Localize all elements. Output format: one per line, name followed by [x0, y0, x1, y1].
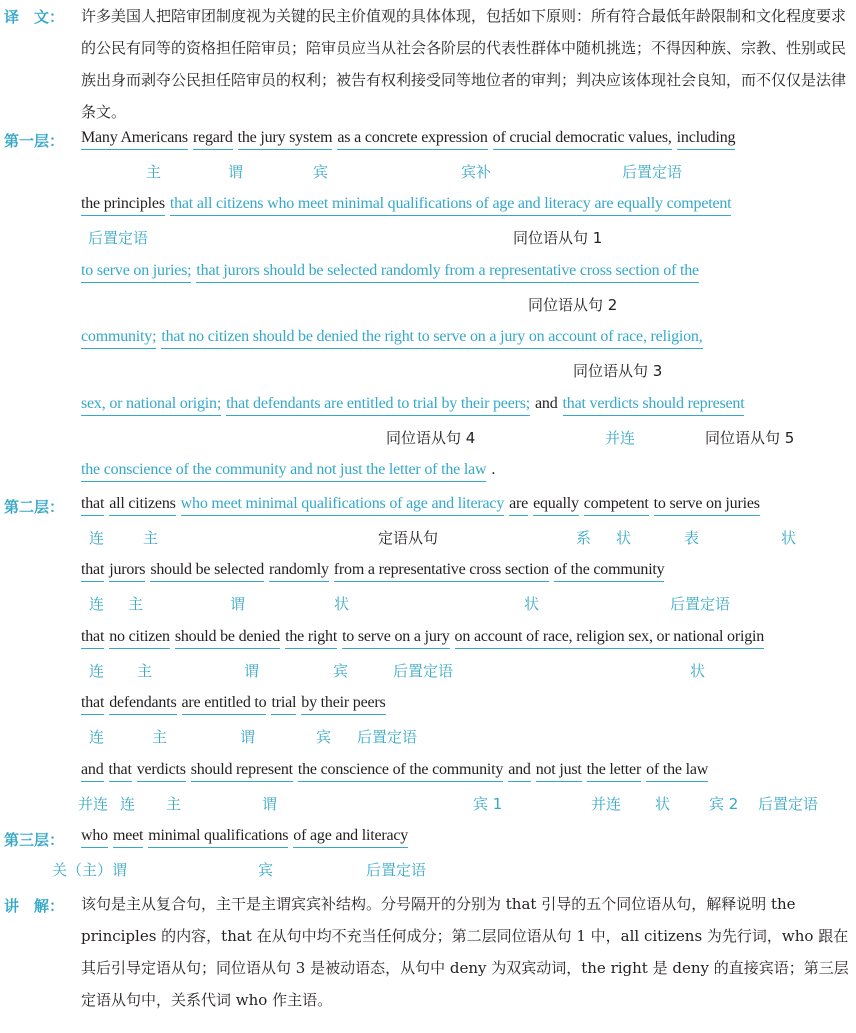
sentence-token: . — [491, 461, 496, 478]
grammar-label: 同位语从句 4 — [386, 429, 476, 447]
sentence-token: the right — [285, 627, 337, 649]
sentence-token: no citizen — [109, 627, 170, 649]
sentence-token: that — [109, 760, 132, 782]
grammar-label: 表 — [684, 529, 700, 547]
sentence-token: should represent — [191, 760, 293, 782]
sentence-token: randomly — [269, 560, 329, 582]
sentence-token: as a concrete expression — [337, 128, 487, 150]
layer2-heading: 第二层： — [4, 498, 65, 516]
layer2-sentence-line — [81, 693, 856, 719]
sentence-token: that all citizens who meet minimal qualifications of age and literacy are equally competent — [170, 194, 732, 216]
layer1-sentence-line — [81, 460, 856, 486]
layer3-heading: 第三层： — [4, 831, 65, 849]
sentence-token: the principles — [81, 194, 165, 216]
grammar-label: 并连 — [591, 795, 622, 813]
grammar-label: 后置定语 — [357, 728, 418, 746]
sentence-token: including — [677, 128, 736, 150]
sentence-token: on account of race, religion sex, or national origin — [455, 627, 765, 649]
sentence-token: trial — [271, 693, 296, 715]
grammar-label: 连 — [89, 595, 105, 613]
sentence-token: minimal qualifications — [148, 826, 288, 848]
translation-text: 许多美国人把陪审团制度视为关键的民主价值观的具体体现，包括如下原则：所有符合最低年龄限制和文化程度要求的公民有同等的资格担任陪审员；陪审员应当从社会各阶层的代表性群体中随机挑选；不得因种族、宗教、性别或民族出身而剥夺公民担任陪审员的权利；被告有权利接受同等地位者的审判；判决应该体现社会良知，而不仅仅是法律条文。 — [81, 7, 847, 121]
layer2-sentence-line — [81, 560, 856, 586]
sentence-token: equally — [533, 494, 579, 516]
sentence-token: verdicts — [137, 760, 186, 782]
grammar-label: 谓 — [240, 728, 256, 746]
grammar-label: 宾 2 — [709, 795, 739, 813]
layer2-sentence-line — [81, 627, 856, 653]
layer3-sentence-line — [81, 826, 856, 852]
sentence-token: who meet minimal qualifications of age and literacy — [181, 494, 504, 516]
grammar-label: 后置定语 — [622, 163, 683, 181]
grammar-label: 系 — [576, 529, 592, 547]
grammar-label: 宾补 — [461, 163, 492, 181]
sentence-token: that — [81, 560, 104, 582]
layer1-sentence-line — [81, 394, 856, 420]
grammar-label: 连 — [89, 662, 105, 680]
sentence-token: to serve on juries; — [81, 261, 191, 283]
grammar-label: 状 — [655, 795, 671, 813]
grammar-label: 宾 — [313, 163, 329, 181]
sentence-token: are — [509, 494, 528, 516]
sentence-token: and — [81, 760, 104, 782]
sentence-token: not just — [536, 760, 582, 782]
sentence-token: that defendants are entitled to trial by their peers; — [226, 394, 530, 416]
grammar-label: 宾 — [316, 728, 332, 746]
grammar-label: 主 — [166, 795, 182, 813]
sentence-token: the conscience of the community and not just the letter of the law — [81, 460, 486, 482]
grammar-label: 连 — [120, 795, 136, 813]
grammar-label: 同位语从句 2 — [528, 296, 618, 314]
sentence-token: by their peers — [301, 693, 385, 715]
grammar-label: 状 — [616, 529, 632, 547]
sentence-token: to serve on a jury — [342, 627, 449, 649]
sentence-token: defendants — [109, 693, 176, 715]
sentence-token: that — [81, 627, 104, 649]
sentence-token: that jurors should be selected randomly from a representative cross section of the — [196, 261, 699, 283]
layer1-sentence-line — [81, 261, 856, 287]
grammar-label: 宾 — [333, 662, 349, 680]
sentence-token: that no citizen should be denied the right to serve on a jury on account of race, religion, — [161, 327, 702, 349]
grammar-label: 谓 — [262, 795, 278, 813]
grammar-label: 状 — [334, 595, 350, 613]
grammar-label: 并连 — [78, 795, 109, 813]
sentence-token: of crucial democratic values, — [493, 128, 672, 150]
sentence-token: and — [508, 760, 531, 782]
sentence-token: who — [81, 826, 108, 848]
grammar-label: 同位语从句 1 — [513, 229, 603, 247]
sentence-token: of the law — [646, 760, 708, 782]
grammar-label: 主 — [137, 662, 153, 680]
grammar-label: 状 — [781, 529, 797, 547]
grammar-label: 宾 1 — [473, 795, 503, 813]
sentence-token: of age and literacy — [293, 826, 408, 848]
sentence-token: the jury system — [238, 128, 333, 150]
sentence-token: that verdicts should represent — [563, 394, 745, 416]
sentence-token: Many Americans — [81, 128, 188, 150]
sentence-token: jurors — [109, 560, 145, 582]
grammar-label: 状 — [524, 595, 540, 613]
sentence-token: competent — [584, 494, 649, 516]
grammar-label: 连 — [89, 529, 105, 547]
layer2-sentence-line — [81, 494, 856, 520]
sentence-token: from a representative cross section — [334, 560, 549, 582]
sentence-token: the conscience of the community — [298, 760, 503, 782]
sentence-token: all citizens — [109, 494, 175, 516]
sentence-token: of the community — [554, 560, 665, 582]
explanation-text: 该句是主从复合句，主干是主谓宾宾补结构。分号隔开的分别为 that 引导的五个同位语从句，解释说明 the principles 的内容，that 在从句中均不充当任何成分；第二层同位语从句 1 中，all citizens 为先行词，who 跟在其后引导定语从句；同位语从句 3 是被动语态，从句中 deny 为双宾动词，the right 是 deny 的直接宾语；第三层定语从句中，关系代词 who 作主语。 — [81, 895, 849, 1009]
sentence-token: sex, or national origin; — [81, 394, 221, 416]
layer2-sentence-line — [81, 760, 856, 786]
grammar-label: 后置定语 — [670, 595, 731, 613]
grammar-label: 关（主）谓 — [52, 861, 128, 879]
grammar-label: 谓 — [228, 163, 244, 181]
grammar-label: 连 — [89, 728, 105, 746]
grammar-label: 同位语从句 3 — [573, 362, 663, 380]
sentence-token: community; — [81, 327, 156, 349]
grammar-label: 后置定语 — [366, 861, 427, 879]
translation-heading: 译 文： — [4, 8, 65, 26]
sentence-token: that — [81, 494, 104, 516]
sentence-token: are entitled to — [182, 693, 267, 715]
grammar-label: 后置定语 — [393, 662, 454, 680]
sentence-token: should be denied — [175, 627, 280, 649]
grammar-label: 谓 — [230, 595, 246, 613]
grammar-label: 后置定语 — [88, 229, 149, 247]
sentence-token: to serve on juries — [654, 494, 760, 516]
explanation-heading: 讲 解： — [4, 897, 65, 915]
sentence-token: regard — [193, 128, 233, 150]
grammar-label: 宾 — [258, 861, 274, 879]
layer1-heading: 第一层： — [4, 132, 65, 150]
layer1-sentence-line — [81, 194, 856, 220]
grammar-label: 主 — [143, 529, 159, 547]
sentence-token: that — [81, 693, 104, 715]
grammar-label: 主 — [146, 163, 162, 181]
sentence-token: should be selected — [150, 560, 264, 582]
sentence-token: the letter — [587, 760, 641, 782]
grammar-label: 同位语从句 5 — [705, 429, 795, 447]
sentence-token: and — [535, 395, 558, 412]
grammar-label: 主 — [152, 728, 168, 746]
grammar-label: 后置定语 — [758, 795, 819, 813]
layer1-sentence-line — [81, 128, 856, 154]
sentence-token: meet — [113, 826, 143, 848]
layer1-sentence-line — [81, 327, 856, 353]
grammar-label: 谓 — [244, 662, 260, 680]
grammar-label: 主 — [128, 595, 144, 613]
grammar-label: 定语从句 — [378, 529, 439, 547]
grammar-label: 并连 — [605, 429, 636, 447]
grammar-label: 状 — [690, 662, 706, 680]
